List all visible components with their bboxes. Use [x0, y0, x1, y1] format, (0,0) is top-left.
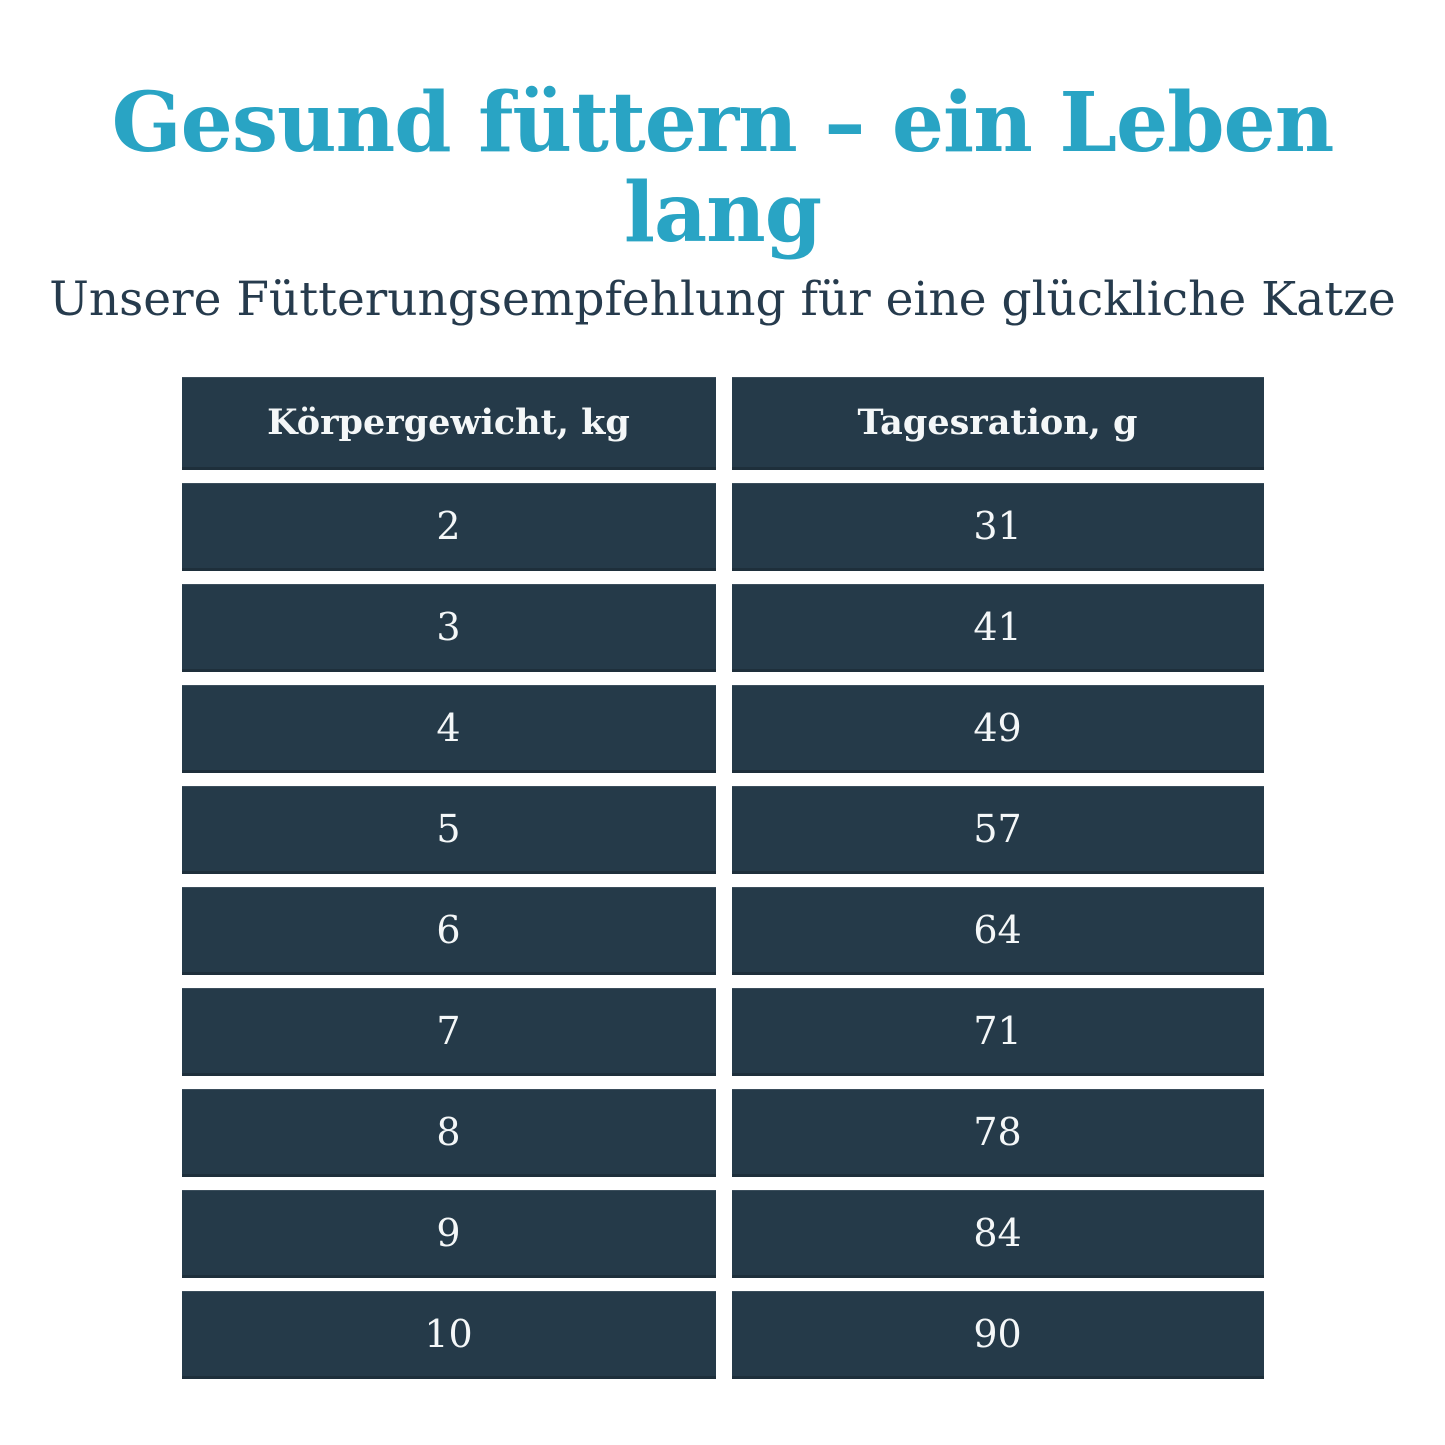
weight-cell: 10 — [182, 1291, 716, 1379]
ration-cell: 71 — [732, 988, 1264, 1076]
weight-cell: 6 — [182, 887, 716, 975]
ration-cell: 49 — [732, 685, 1264, 773]
weight-cell: 4 — [182, 685, 716, 773]
weight-cell: 3 — [182, 584, 716, 672]
ration-cell: 41 — [732, 584, 1264, 672]
ration-cell: 31 — [732, 483, 1264, 571]
ration-cell: 78 — [732, 1089, 1264, 1177]
feeding-table — [182, 377, 1264, 1379]
page-title: Gesund füttern – ein Leben lang — [111, 75, 1334, 262]
weight-cell: 5 — [182, 786, 716, 874]
ration-cell: 64 — [732, 887, 1264, 975]
weight-cell: 8 — [182, 1089, 716, 1177]
column-header-ration: Tagesration, g — [732, 377, 1264, 470]
weight-cell: 7 — [182, 988, 716, 1076]
ration-cell: 84 — [732, 1190, 1264, 1278]
weight-cell: 9 — [182, 1190, 716, 1278]
ration-cell: 90 — [732, 1291, 1264, 1379]
column-header-weight: Körpergewicht, kg — [182, 377, 716, 470]
ration-cell: 57 — [732, 786, 1264, 874]
page-subtitle: Unsere Fütterungsempfehlung für eine glückliche Katze — [49, 272, 1396, 328]
weight-cell: 2 — [182, 483, 716, 571]
